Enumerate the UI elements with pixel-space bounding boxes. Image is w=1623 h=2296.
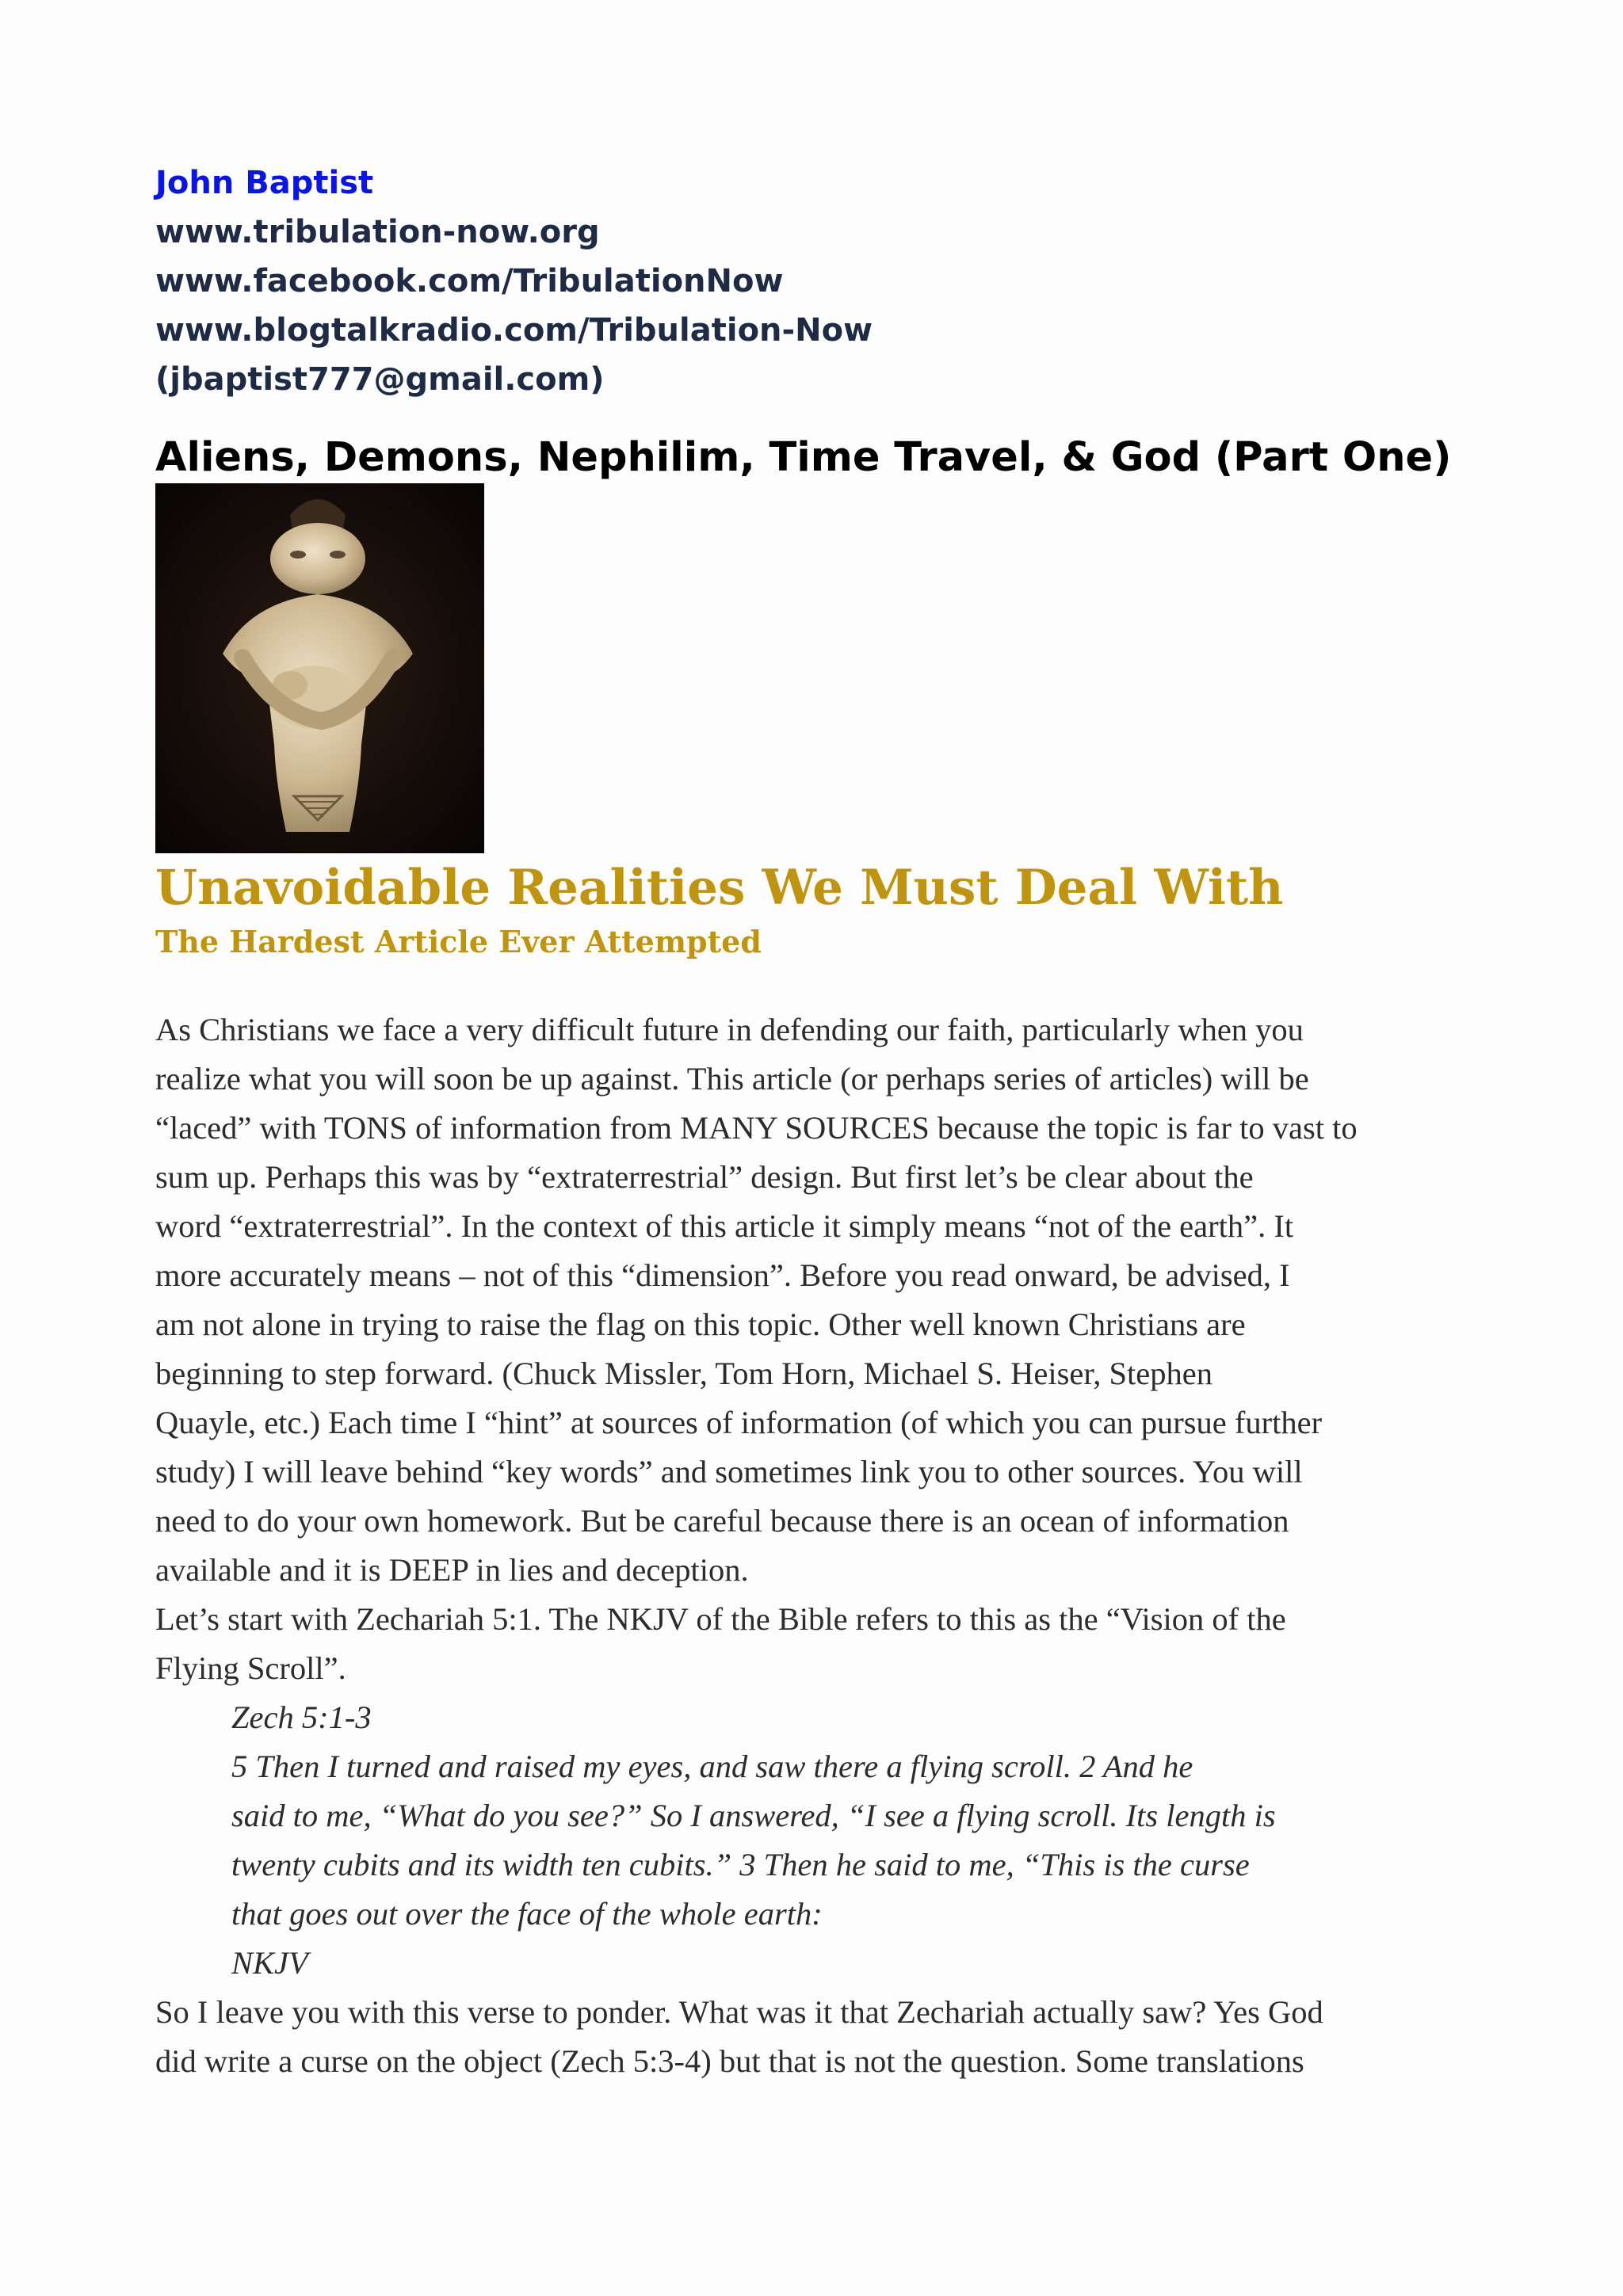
scripture-quote	[155, 1693, 1471, 1988]
body-paragraph-2	[155, 1595, 1471, 1693]
body-paragraph-1	[155, 1005, 1471, 1595]
facebook-link[interactable]: www.facebook.com/TribulationNow	[155, 263, 784, 299]
quote-line: 5 Then I turned and raised my eyes, and saw there a flying scroll. 2 And he	[231, 1749, 1193, 1784]
body-line: did write a curse on the object (Zech 5:3-4) but that is not the question. Some translations	[155, 2043, 1304, 2079]
body-paragraph-3	[155, 1988, 1471, 2086]
quote-version: NKJV	[231, 1945, 308, 1981]
figurine-photo	[155, 483, 484, 853]
body-line: beginning to step forward. (Chuck Missler, Tom Horn, Michael S. Heiser, Stephen	[155, 1356, 1212, 1391]
email-link[interactable]: (jbaptist777@gmail.com)	[155, 361, 605, 398]
body-line: more accurately means – not of this “dimension”. Before you read onward, be advised, I	[155, 1257, 1290, 1293]
author-name[interactable]: John Baptist	[155, 165, 374, 201]
body-line: need to do your own homework. But be careful because there is an ocean of information	[155, 1503, 1289, 1539]
body-line: realize what you will soon be up against. This article (or perhaps series of articles) will be	[155, 1061, 1309, 1097]
body-line: Flying Scroll”.	[155, 1650, 346, 1686]
body-line: study) I will leave behind “key words” and sometimes link you to other sources. You will	[155, 1454, 1303, 1489]
body-line: sum up. Perhaps this was by “extraterrestrial” design. But first let’s be clear about the	[155, 1159, 1254, 1195]
body-line: available and it is DEEP in lies and deception.	[155, 1552, 749, 1588]
body-line: word “extraterrestrial”. In the context of this article it simply means “not of the earth”. It	[155, 1208, 1294, 1244]
document-page	[155, 158, 1471, 2086]
quote-line: said to me, “What do you see?” So I answered, “I see a flying scroll. Its length is	[231, 1798, 1276, 1833]
blogtalkradio-link[interactable]: www.blogtalkradio.com/Tribulation-Now	[155, 312, 873, 349]
body-line: “laced” with TONS of information from MANY SOURCES because the topic is far to vast to	[155, 1110, 1358, 1146]
body-line: am not alone in trying to raise the flag on this topic. Other well known Christians are	[155, 1306, 1246, 1342]
body-line: So I leave you with this verse to ponder. What was it that Zechariah actually saw? Yes God	[155, 1994, 1323, 2030]
section-subheading: The Hardest Article Ever Attempted	[155, 924, 762, 959]
quote-reference: Zech 5:1-3	[231, 1699, 372, 1735]
body-line: Quayle, etc.) Each time I “hint” at sources of information (of which you can pursue further	[155, 1405, 1323, 1440]
section-heading: Unavoidable Realities We Must Deal With	[155, 860, 1284, 916]
quote-line: that goes out over the face of the whole earth:	[231, 1896, 823, 1932]
body-line: Let’s start with Zechariah 5:1. The NKJV of the Bible refers to this as the “Vision of the	[155, 1601, 1286, 1637]
article-title: Aliens, Demons, Nephilim, Time Travel, & God (Part One)	[155, 434, 1452, 481]
website-link[interactable]: www.tribulation-now.org	[155, 214, 600, 250]
quote-line: twenty cubits and its width ten cubits.” 3 Then he said to me, “This is the curse	[231, 1847, 1250, 1882]
body-line: As Christians we face a very difficult future in defending our faith, particularly when you	[155, 1012, 1304, 1047]
